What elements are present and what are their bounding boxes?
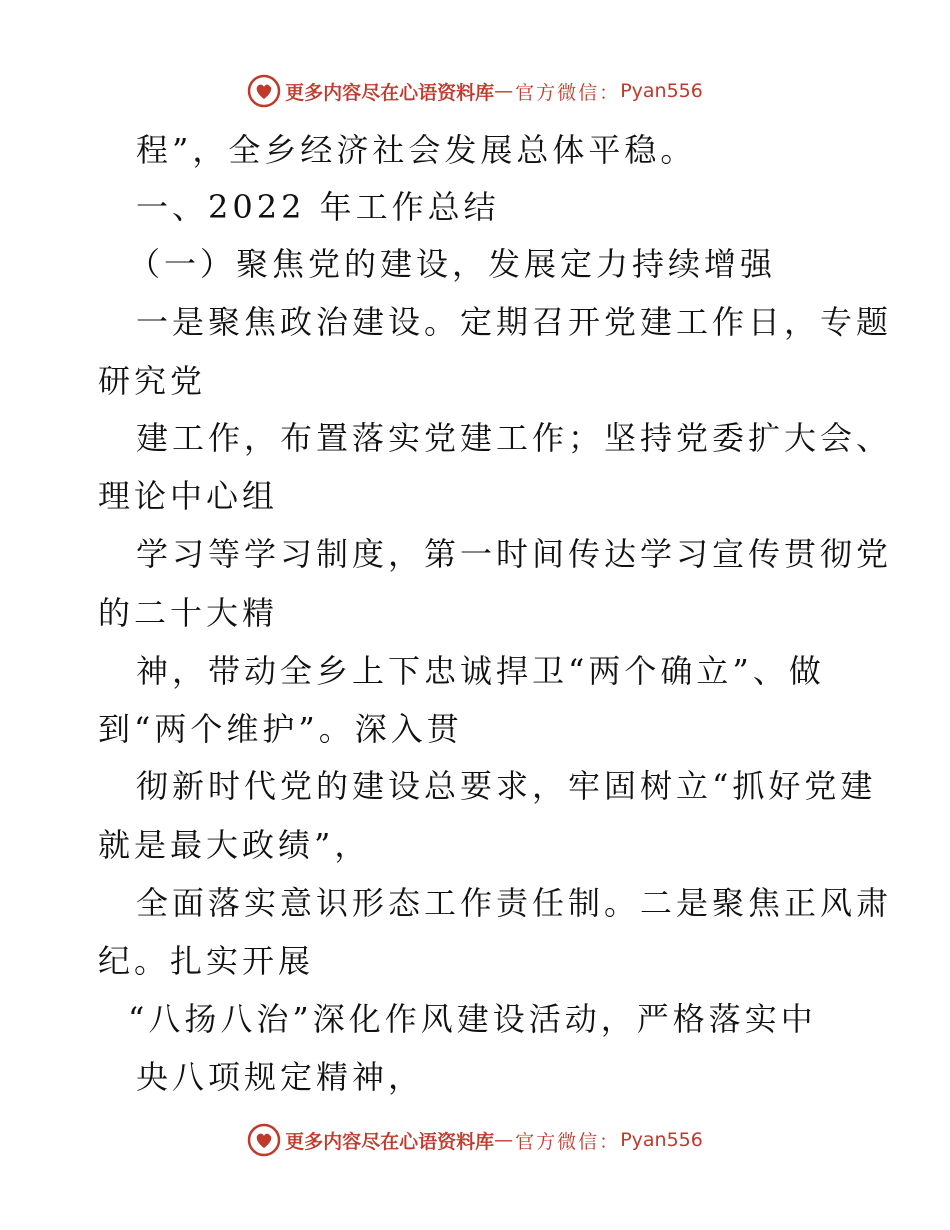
watermark-wechat-label: 官方微信： bbox=[515, 81, 621, 104]
heart-pen-logo-icon bbox=[247, 1123, 281, 1157]
watermark-banner-bottom bbox=[0, 1120, 950, 1160]
text-line: “八扬八治”深化作风建设活动，严格落实中 bbox=[128, 1000, 817, 1038]
text-line: 央八项规定精神， bbox=[136, 1058, 425, 1096]
section-heading: 一、2022 年工作总结 bbox=[136, 188, 500, 226]
watermark-dash: — bbox=[494, 80, 516, 102]
text-line: 程”，全乡经济社会发展总体平稳。 bbox=[136, 131, 697, 169]
text-line: 全面落实意识形态工作责任制。二是聚焦正风肃 bbox=[136, 884, 893, 922]
text-line: 学习等学习制度，第一时间传达学习宣传贯彻党 bbox=[136, 535, 893, 573]
text-line: 纪。扎实开展 bbox=[98, 942, 315, 980]
watermark-wechat-id: Pyan556 bbox=[620, 1129, 703, 1151]
text-line: 神，带动全乡上下忠诚捍卫“两个确立”、做 bbox=[136, 652, 825, 690]
watermark-title: 更多内容尽在心语资料库 bbox=[285, 1130, 495, 1153]
watermark-wechat-label: 官方微信： bbox=[515, 1130, 621, 1153]
watermark-dash: — bbox=[494, 1129, 516, 1151]
text-line: 就是最大政绩”， bbox=[98, 826, 371, 864]
heart-pen-logo-icon bbox=[247, 74, 281, 108]
text-line: 彻新时代党的建设总要求，牢固树立“抓好党建 bbox=[136, 767, 877, 805]
text-line: 建工作，布置落实党建工作；坚持党委扩大会、 bbox=[136, 419, 893, 457]
watermark-wechat-id: Pyan556 bbox=[620, 80, 703, 102]
subsection-heading: （一）聚焦党的建设，发展定力持续增强 bbox=[128, 245, 777, 283]
watermark-title: 更多内容尽在心语资料库 bbox=[285, 81, 495, 104]
text-line: 一是聚焦政治建设。定期召开党建工作日，专题 bbox=[136, 303, 893, 341]
text-line: 的二十大精 bbox=[98, 594, 279, 632]
text-line: 到“两个维护”。深入贯 bbox=[98, 710, 463, 748]
watermark-banner-top bbox=[0, 71, 950, 111]
text-line: 理论中心组 bbox=[98, 477, 279, 515]
text-line: 研究党 bbox=[98, 362, 207, 400]
